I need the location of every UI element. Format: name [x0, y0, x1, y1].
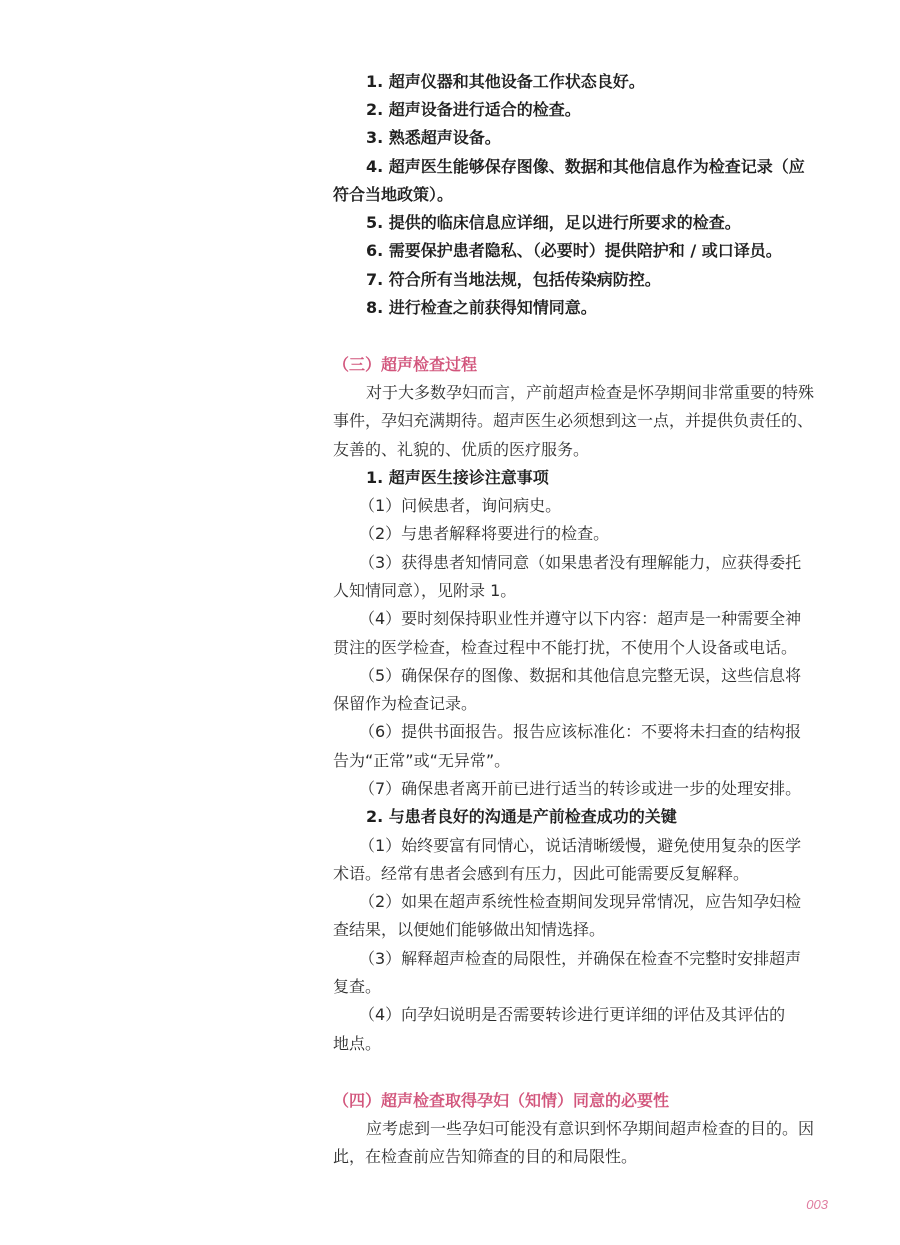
list-item-continued: 符合当地政策）。: [333, 185, 454, 204]
list-item-continued: 查结果，以便她们能够做出知情选择。: [333, 920, 606, 939]
list-item: （4）向孕妇说明是否需要转诊进行更详细的评估及其评估的: [359, 1005, 786, 1024]
list-item: 3. 熟悉超声设备。: [366, 128, 501, 147]
list-item: （1）始终要富有同情心，说话清晰缓慢，避免使用复杂的医学: [359, 836, 802, 855]
list-item-continued: 人知情同意），见附录 1。: [333, 581, 517, 600]
paragraph-line: 事件，孕妇充满期待。超声医生必须想到这一点，并提供负责任的、: [333, 411, 814, 430]
subsection-heading: 2. 与患者良好的沟通是产前检查成功的关键: [366, 807, 677, 826]
list-item: （6）提供书面报告。报告应该标准化：不要将未扫查的结构报: [359, 722, 802, 741]
list-item: 6. 需要保护患者隐私、（必要时）提供陪护和 / 或口译员。: [366, 241, 782, 260]
list-item: （3）获得患者知情同意（如果患者没有理解能力，应获得委托: [359, 553, 802, 572]
list-item: （1）问候患者，询问病史。: [359, 496, 562, 515]
paragraph-line: 友善的、礼貌的、优质的医疗服务。: [333, 440, 590, 459]
list-item: 4. 超声医生能够保存图像、数据和其他信息作为检查记录（应: [366, 157, 805, 176]
list-item: （7）确保患者离开前已进行适当的转诊或进一步的处理安排。: [359, 779, 802, 798]
section-heading: （四）超声检查取得孕妇（知情）同意的必要性: [333, 1091, 670, 1110]
list-item: （4）要时刻保持职业性并遵守以下内容：超声是一种需要全神: [359, 609, 802, 628]
list-item-continued: 告为“正常”或“无异常”。: [333, 751, 511, 770]
list-item-continued: 复查。: [333, 977, 382, 996]
list-item-continued: 地点。: [333, 1034, 382, 1053]
list-item: （2）与患者解释将要进行的检查。: [359, 524, 610, 543]
list-item-continued: 保留作为检查记录。: [333, 694, 478, 713]
list-item: 7. 符合所有当地法规，包括传染病防控。: [366, 270, 661, 289]
list-item: 1. 超声仪器和其他设备工作状态良好。: [366, 72, 645, 91]
list-item: 2. 超声设备进行适合的检查。: [366, 100, 581, 119]
list-item: 5. 提供的临床信息应详细，足以进行所要求的检查。: [366, 213, 741, 232]
paragraph-line: 对于大多数孕妇而言，产前超声检查是怀孕期间非常重要的特殊: [366, 383, 815, 402]
list-item: （5）确保保存的图像、数据和其他信息完整无误，这些信息将: [359, 666, 802, 685]
list-item: （2）如果在超声系统性检查期间发现异常情况，应告知孕妇检: [359, 892, 802, 911]
subsection-heading: 1. 超声医生接诊注意事项: [366, 468, 549, 487]
page-number: 003: [806, 1197, 828, 1212]
list-item-continued: 贯注的医学检查，检查过程中不能打扰，不使用个人设备或电话。: [333, 638, 798, 657]
list-item-continued: 术语。经常有患者会感到有压力，因此可能需要反复解释。: [333, 864, 750, 883]
paragraph-line: 此，在检查前应告知筛查的目的和局限性。: [333, 1147, 638, 1166]
section-heading: （三）超声检查过程: [333, 355, 478, 374]
list-item: 8. 进行检查之前获得知情同意。: [366, 298, 597, 317]
paragraph-line: 应考虑到一些孕妇可能没有意识到怀孕期间超声检查的目的。因: [366, 1119, 815, 1138]
list-item: （3）解释超声检查的局限性，并确保在检查不完整时安排超声: [359, 949, 802, 968]
